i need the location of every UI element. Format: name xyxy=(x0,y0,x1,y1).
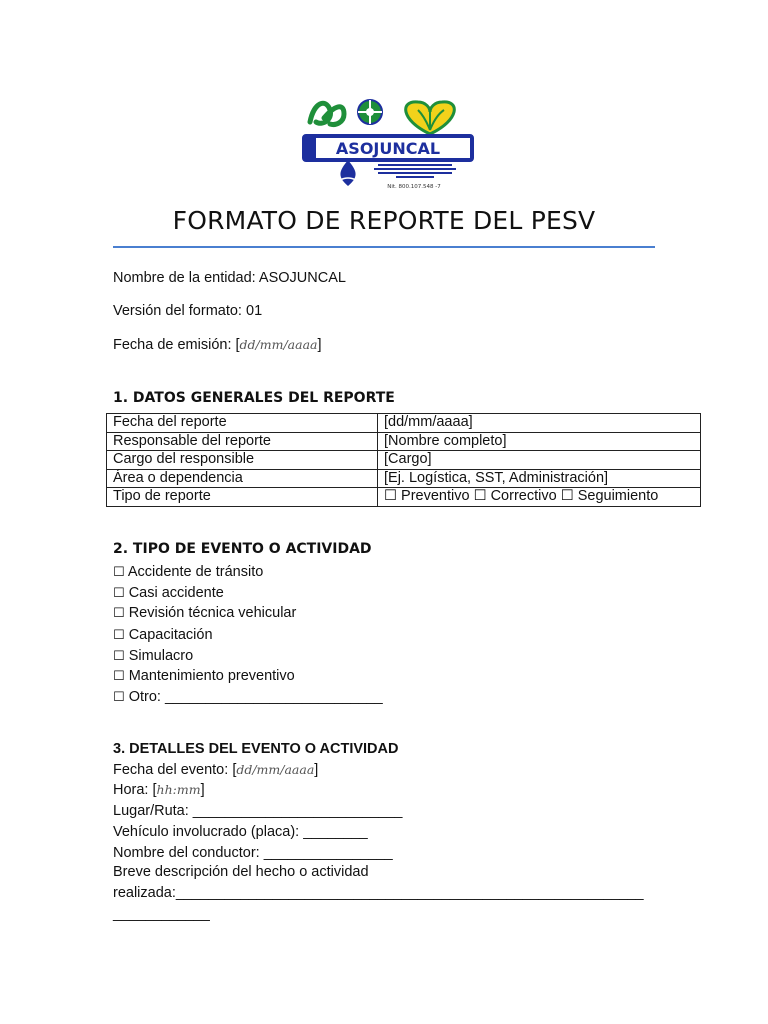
asojuncal-logo xyxy=(300,92,478,190)
section-2-heading: 2. TIPO DE EVENTO O ACTIVIDAD xyxy=(113,541,372,557)
checkbox-icon[interactable]: ☐ xyxy=(113,669,125,684)
issue-date-field: Fecha de emisión: [dd/mm/aaaa] xyxy=(113,337,322,353)
issue-date-label: Fecha de emisión: xyxy=(113,337,236,353)
row-value[interactable]: [dd/mm/aaaa] xyxy=(378,414,701,433)
table-row xyxy=(107,488,701,507)
event-date-field[interactable]: Fecha del evento: [dd/mm/aaaa] xyxy=(113,762,319,778)
row-label: Tipo de reporte xyxy=(107,488,378,507)
entity-label: Nombre de la entidad: xyxy=(113,270,259,286)
place-field[interactable]: Lugar/Ruta: __________________________ xyxy=(113,803,403,819)
option-item[interactable] xyxy=(113,646,193,667)
row-label: Cargo del responsible xyxy=(107,451,378,470)
option-label: Mantenimiento preventivo xyxy=(128,668,295,684)
general-data-table xyxy=(106,413,701,507)
hour-label: Hora: xyxy=(113,782,153,798)
checkbox-icon[interactable]: ☐ xyxy=(113,606,125,621)
option-label: Casi accidente xyxy=(128,585,224,601)
issue-date-placeholder: dd/mm/aaaa xyxy=(239,337,318,352)
checkbox-icon[interactable]: ☐ xyxy=(113,628,125,643)
logo-name: ASOJUNCAL xyxy=(335,139,441,158)
version-field xyxy=(113,303,262,319)
section-1-heading: 1. DATOS GENERALES DEL REPORTE xyxy=(113,390,395,406)
checkbox-icon[interactable]: ☐ xyxy=(113,649,125,664)
section-3-heading: 3. DETALLES DEL EVENTO O ACTIVIDAD xyxy=(113,741,399,757)
description-field[interactable]: realizada:__________________________________________________________ xyxy=(113,885,644,901)
option-item[interactable] xyxy=(113,687,383,708)
option-item[interactable] xyxy=(113,666,295,687)
option-item[interactable] xyxy=(113,625,213,646)
table-row xyxy=(107,432,701,451)
row-value[interactable]: [Cargo] xyxy=(378,451,701,470)
table-row xyxy=(107,414,701,433)
row-label: Responsable del reporte xyxy=(107,432,378,451)
row-label: Fecha del reporte xyxy=(107,414,378,433)
page-title: FORMATO DE REPORTE DEL PESV xyxy=(172,206,596,235)
option-label: Simulacro xyxy=(128,648,194,664)
option-item[interactable] xyxy=(113,583,224,604)
option-item[interactable] xyxy=(113,562,263,583)
vehicle-field[interactable]: Vehículo involucrado (placa): ________ xyxy=(113,824,368,840)
title-divider xyxy=(113,246,655,248)
driver-field[interactable]: Nombre del conductor: ________________ xyxy=(113,845,393,861)
checkbox-icon[interactable]: ☐ xyxy=(113,690,125,705)
table-row xyxy=(107,451,701,470)
version-label: Versión del formato: xyxy=(113,303,246,319)
event-date-label: Fecha del evento: xyxy=(113,762,233,778)
table-row xyxy=(107,469,701,488)
option-item[interactable] xyxy=(113,603,296,624)
row-label: Área o dependencia xyxy=(107,469,378,488)
option-label: Accidente de tránsito xyxy=(127,564,264,580)
entity-field xyxy=(113,270,346,286)
event-date-placeholder: dd/mm/aaaa xyxy=(236,762,315,777)
row-value[interactable]: [Ej. Logística, SST, Administración] xyxy=(378,469,701,488)
row-value[interactable]: ☐ Preventivo ☐ Correctivo ☐ Seguimiento xyxy=(378,488,701,507)
version-value: 01 xyxy=(246,303,263,319)
checkbox-icon[interactable]: ☐ xyxy=(113,565,125,580)
logo-nit: Nit. 800.107.548 -7 xyxy=(387,184,441,190)
checkbox-icon[interactable]: ☐ xyxy=(113,586,125,601)
row-value[interactable]: [Nombre completo] xyxy=(378,432,701,451)
option-label: Revisión técnica vehicular xyxy=(128,605,297,621)
description-field-continuation[interactable]: ____________ xyxy=(113,906,210,922)
hour-field[interactable]: Hora: [hh:mm] xyxy=(113,782,205,798)
option-label: Otro: ___________________________ xyxy=(128,689,383,705)
entity-value: ASOJUNCAL xyxy=(258,270,346,286)
hour-placeholder: hh:mm xyxy=(156,782,201,797)
option-label: Capacitación xyxy=(128,627,213,643)
description-label: Breve descripción del hecho o actividad xyxy=(113,864,369,880)
